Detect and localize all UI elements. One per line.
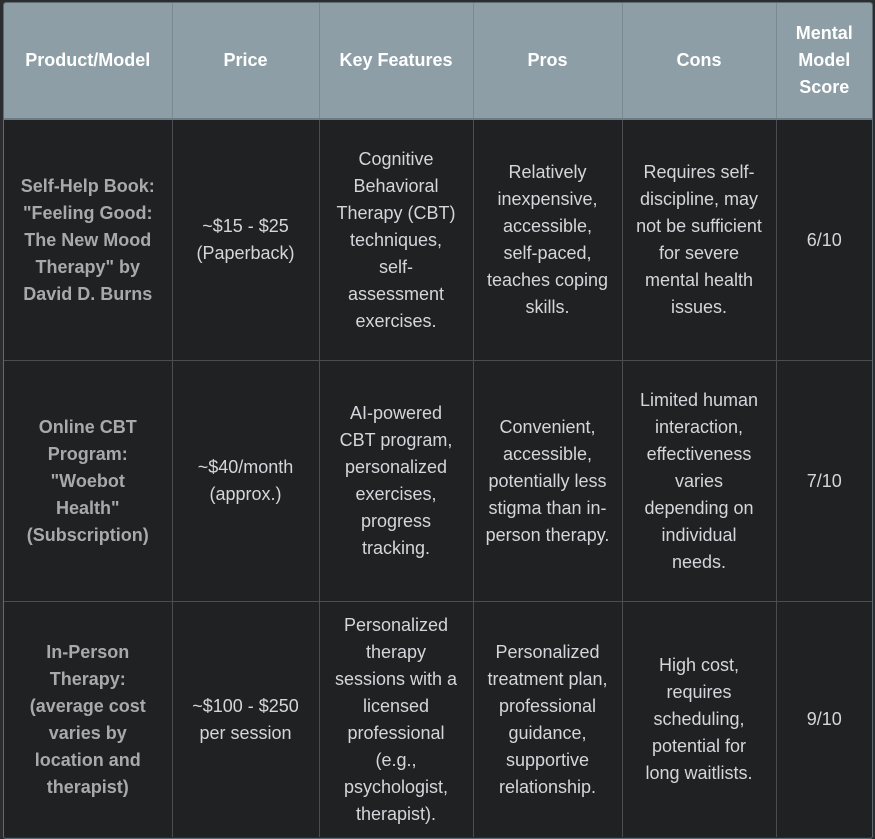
cell-features: Cognitive Behavioral Therapy (CBT) techniques, self-assessment exercises.	[319, 119, 473, 361]
header-score: Mental Model Score	[776, 3, 872, 119]
cell-score: 9/10	[776, 602, 872, 838]
comparison-table-container	[3, 2, 873, 839]
cell-cons: Limited human interaction, effectiveness varies depending on individual needs.	[622, 361, 776, 602]
table-row	[4, 119, 872, 361]
cell-cons: Requires self-discipline, may not be sufficient for severe mental health issues.	[622, 119, 776, 361]
header-product: Product/Model	[4, 3, 172, 119]
cell-product: Online CBT Program: "Woebot Health" (Subscription)	[4, 361, 172, 602]
cell-product: In-Person Therapy: (average cost varies by location and therapist)	[4, 602, 172, 838]
cell-price: ~$15 - $25 (Paperback)	[172, 119, 319, 361]
cell-product: Self-Help Book: "Feeling Good: The New Mood Therapy" by David D. Burns	[4, 119, 172, 361]
header-pros: Pros	[473, 3, 622, 119]
cell-price: ~$40/month (approx.)	[172, 361, 319, 602]
cell-pros: Personalized treatment plan, professional guidance, supportive relationship.	[473, 602, 622, 838]
cell-cons: High cost, requires scheduling, potential for long waitlists.	[622, 602, 776, 838]
header-price: Price	[172, 3, 319, 119]
cell-score: 7/10	[776, 361, 872, 602]
header-features: Key Features	[319, 3, 473, 119]
cell-price: ~$100 - $250 per session	[172, 602, 319, 838]
cell-pros: Relatively inexpensive, accessible, self-paced, teaches coping skills.	[473, 119, 622, 361]
cell-features: Personalized therapy sessions with a licensed professional (e.g., psychologist, therapist).	[319, 602, 473, 838]
cell-features: AI-powered CBT program, personalized exercises, progress tracking.	[319, 361, 473, 602]
comparison-table	[4, 3, 872, 837]
table-row	[4, 361, 872, 602]
cell-pros: Convenient, accessible, potentially less stigma than in-person therapy.	[473, 361, 622, 602]
header-cons: Cons	[622, 3, 776, 119]
cell-score: 6/10	[776, 119, 872, 361]
table-row	[4, 602, 872, 838]
header-row	[4, 3, 872, 119]
